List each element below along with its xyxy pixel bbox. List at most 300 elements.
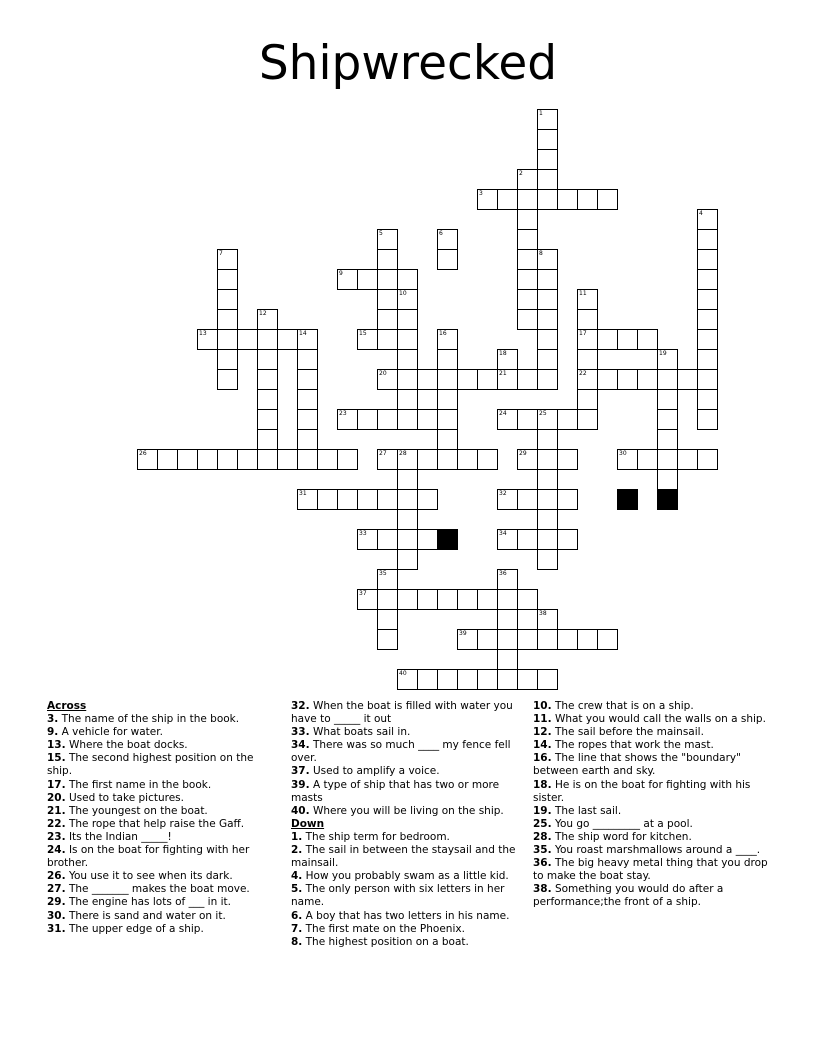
grid-cell[interactable] (337, 449, 358, 470)
grid-cell[interactable] (457, 589, 478, 610)
grid-cell[interactable] (617, 449, 638, 470)
grid-cell[interactable] (437, 229, 458, 250)
grid-cell[interactable] (497, 629, 518, 650)
grid-cell[interactable] (577, 289, 598, 310)
grid-cell[interactable] (517, 409, 538, 430)
clue-item (47, 910, 269, 923)
clue-num: 19. (533, 804, 552, 817)
puzzle-title: Shipwrecked (258, 36, 558, 91)
grid-cell[interactable] (257, 369, 278, 390)
grid-cell[interactable] (497, 569, 518, 590)
grid-cell[interactable] (657, 369, 678, 390)
clue-number: 8 (539, 250, 543, 257)
grid-cell[interactable] (697, 369, 718, 390)
grid-cell[interactable] (537, 669, 558, 690)
grid-cell[interactable] (557, 189, 578, 210)
grid-cell[interactable] (377, 329, 398, 350)
grid-cell[interactable] (297, 329, 318, 350)
grid-cell[interactable] (377, 529, 398, 550)
grid-cell[interactable] (377, 589, 398, 610)
grid-cell[interactable] (697, 329, 718, 350)
grid-cell[interactable] (357, 269, 378, 290)
clue-num: 7. (291, 922, 303, 935)
grid-cell[interactable] (437, 449, 458, 470)
grid-cell[interactable] (437, 329, 458, 350)
clue-text: You go _________ at a pool. (551, 817, 693, 830)
grid-cell[interactable] (657, 349, 678, 370)
clue-num: 14. (533, 739, 552, 752)
grid-cell[interactable] (457, 449, 478, 470)
clue-text: The crew that is on a ship. (551, 700, 694, 712)
grid-cell[interactable] (557, 449, 578, 470)
clue-number: 12 (259, 310, 267, 317)
grid-cell[interactable] (217, 309, 238, 330)
clue-number: 27 (379, 450, 387, 457)
grid-cell[interactable] (537, 329, 558, 350)
grid-cell[interactable] (497, 649, 518, 670)
grid-cell[interactable] (537, 289, 558, 310)
grid-cell[interactable] (297, 409, 318, 430)
grid-cell[interactable] (497, 409, 518, 430)
grid-cell[interactable] (497, 189, 518, 210)
grid-cell[interactable] (517, 249, 538, 270)
grid-cell[interactable] (537, 529, 558, 550)
grid-cell[interactable] (477, 589, 498, 610)
clue-number: 23 (339, 410, 347, 417)
grid-cell[interactable] (617, 329, 638, 350)
grid-cell[interactable] (517, 529, 538, 550)
black-cell (437, 529, 458, 550)
grid-cell[interactable] (537, 509, 558, 530)
clue-item (533, 818, 769, 831)
grid-cell[interactable] (497, 369, 518, 390)
grid-cell[interactable] (537, 309, 558, 330)
grid-cell[interactable] (517, 309, 538, 330)
grid-cell[interactable] (497, 669, 518, 690)
grid-cell[interactable] (217, 269, 238, 290)
clue-number: 35 (379, 570, 387, 577)
clue-item (47, 844, 269, 870)
clue-text: Is on the boat for fighting with her brother. (47, 844, 250, 870)
grid-cell[interactable] (657, 389, 678, 410)
clue-text: The engine has lots of ___ in it. (65, 896, 231, 909)
clue-item (533, 883, 769, 909)
clue-item (47, 818, 269, 831)
grid-cell[interactable] (137, 449, 158, 470)
clue-text: The big heavy metal thing that you drop to make the boat stay. (533, 857, 768, 883)
clue-text: The sail in between the staysail and the mainsail. (291, 844, 516, 870)
grid-cell[interactable] (357, 329, 378, 350)
grid-cell[interactable] (357, 529, 378, 550)
down-header: Down (291, 817, 325, 830)
grid-cell[interactable] (497, 529, 518, 550)
clue-number: 33 (359, 530, 367, 537)
grid-cell[interactable] (557, 409, 578, 430)
clue-num: 2. (291, 844, 303, 857)
grid-cell[interactable] (217, 289, 238, 310)
grid-cell[interactable] (377, 409, 398, 430)
grid-cell[interactable] (597, 629, 618, 650)
grid-cell[interactable] (437, 429, 458, 450)
grid-cell[interactable] (157, 449, 178, 470)
grid-cell[interactable] (377, 449, 398, 470)
clue-item (533, 857, 769, 883)
grid-cell[interactable] (517, 209, 538, 230)
grid-cell[interactable] (437, 409, 458, 430)
grid-cell[interactable] (417, 529, 438, 550)
grid-cell[interactable] (537, 149, 558, 170)
grid-cell[interactable] (197, 329, 218, 350)
clue-number: 16 (439, 330, 447, 337)
grid-cell[interactable] (257, 449, 278, 470)
grid-cell[interactable] (657, 409, 678, 430)
clue-number: 25 (539, 410, 547, 417)
clue-number: 40 (399, 670, 407, 677)
clue-num: 25. (533, 817, 552, 830)
clue-num: 1. (291, 830, 303, 843)
grid-cell[interactable] (217, 369, 238, 390)
grid-cell[interactable] (517, 189, 538, 210)
grid-cell[interactable] (697, 209, 718, 230)
grid-cell[interactable] (377, 369, 398, 390)
grid-cell[interactable] (397, 589, 418, 610)
grid-cell[interactable] (297, 349, 318, 370)
clue-num: 11. (533, 713, 552, 726)
clue-text: The youngest on the boat. (65, 804, 208, 817)
clue-number: 36 (499, 570, 507, 577)
grid-cell[interactable] (397, 529, 418, 550)
grid-cell[interactable] (177, 449, 198, 470)
grid-cell[interactable] (357, 589, 378, 610)
clue-item (47, 831, 269, 844)
clue-item (533, 739, 769, 752)
clue-text: The sail before the mainsail. (551, 726, 704, 739)
grid-cell[interactable] (437, 669, 458, 690)
grid-cell[interactable] (517, 269, 538, 290)
grid-cell[interactable] (297, 389, 318, 410)
grid-cell[interactable] (517, 169, 538, 190)
grid-cell[interactable] (537, 109, 558, 130)
grid-cell[interactable] (537, 409, 558, 430)
clue-item (533, 831, 769, 844)
grid-cell[interactable] (697, 349, 718, 370)
clue-num: 39. (291, 778, 310, 791)
grid-cell[interactable] (497, 609, 518, 630)
grid-cell[interactable] (397, 469, 418, 490)
clue-item (291, 910, 519, 923)
clue-num: 20. (47, 791, 66, 804)
clue-text: The rope that help raise the Gaff. (65, 817, 245, 830)
grid-cell[interactable] (397, 369, 418, 390)
clue-number: 1 (539, 110, 543, 117)
grid-cell[interactable] (277, 329, 298, 350)
clue-item (291, 726, 519, 739)
clue-text: The ship word for kitchen. (551, 830, 692, 843)
clue-num: 4. (291, 870, 303, 883)
grid-cell[interactable] (537, 269, 558, 290)
grid-cell[interactable] (577, 389, 598, 410)
grid-cell[interactable] (537, 549, 558, 570)
grid-cell[interactable] (377, 249, 398, 270)
grid-cell[interactable] (497, 349, 518, 370)
grid-cell[interactable] (257, 429, 278, 450)
grid-cell[interactable] (397, 329, 418, 350)
clue-text: You use it to see when its dark. (65, 870, 233, 883)
grid-cell[interactable] (397, 509, 418, 530)
grid-cell[interactable] (657, 449, 678, 470)
clue-num: 29. (47, 896, 66, 909)
grid-cell[interactable] (537, 369, 558, 390)
grid-cell[interactable] (697, 289, 718, 310)
clue-item (47, 923, 269, 936)
grid-cell[interactable] (217, 349, 238, 370)
grid-cell[interactable] (557, 629, 578, 650)
grid-cell[interactable] (437, 389, 458, 410)
clue-number: 7 (219, 250, 223, 257)
clue-text: The only person with six letters in her name. (291, 883, 505, 909)
grid-cell[interactable] (657, 429, 678, 450)
grid-cell[interactable] (577, 349, 598, 370)
grid-cell[interactable] (637, 329, 658, 350)
grid-cell[interactable] (337, 269, 358, 290)
clue-item (291, 936, 519, 949)
grid-cell[interactable] (397, 349, 418, 370)
grid-cell[interactable] (297, 429, 318, 450)
grid-cell[interactable] (397, 269, 418, 290)
clue-item (291, 805, 519, 818)
grid-cell[interactable] (417, 489, 438, 510)
grid-cell[interactable] (377, 629, 398, 650)
grid-cell[interactable] (437, 589, 458, 610)
grid-cell[interactable] (197, 449, 218, 470)
clue-text: How you probably swam as a little kid. (302, 870, 509, 883)
grid-cell[interactable] (677, 449, 698, 470)
grid-cell[interactable] (377, 609, 398, 630)
grid-cell[interactable] (637, 369, 658, 390)
clue-item (47, 896, 269, 909)
clue-item (291, 844, 519, 870)
grid-cell[interactable] (517, 369, 538, 390)
clue-number: 28 (399, 450, 407, 457)
clue-text: The ropes that work the mast. (551, 739, 714, 752)
clue-item (47, 870, 269, 883)
grid-cell[interactable] (257, 389, 278, 410)
grid-cell[interactable] (477, 369, 498, 390)
grid-cell[interactable] (257, 329, 278, 350)
grid-cell[interactable] (397, 409, 418, 430)
grid-cell[interactable] (557, 489, 578, 510)
clue-num: 38. (533, 883, 552, 896)
grid-cell[interactable] (497, 489, 518, 510)
clue-item (533, 726, 769, 739)
clue-item (291, 831, 519, 844)
grid-cell[interactable] (517, 489, 538, 510)
grid-cell[interactable] (477, 189, 498, 210)
grid-cell[interactable] (477, 669, 498, 690)
clue-text: What boats sail in. (309, 726, 411, 739)
grid-cell[interactable] (317, 489, 338, 510)
clue-number: 39 (459, 630, 467, 637)
grid-cell[interactable] (337, 409, 358, 430)
grid-cell[interactable] (577, 309, 598, 330)
grid-cell[interactable] (397, 489, 418, 510)
grid-cell[interactable] (417, 669, 438, 690)
grid-cell[interactable] (517, 629, 538, 650)
clue-text: A vehicle for water. (58, 726, 163, 739)
grid-cell[interactable] (517, 669, 538, 690)
grid-cell[interactable] (417, 369, 438, 390)
grid-cell[interactable] (257, 309, 278, 330)
grid-cell[interactable] (577, 329, 598, 350)
grid-cell[interactable] (237, 449, 258, 470)
clue-text: Something you would do after a performance;the front of a ship. (533, 883, 724, 909)
grid-cell[interactable] (557, 529, 578, 550)
grid-cell[interactable] (437, 249, 458, 270)
grid-cell[interactable] (257, 409, 278, 430)
clue-num: 23. (47, 830, 66, 843)
grid-cell[interactable] (337, 489, 358, 510)
clue-text: Used to amplify a voice. (309, 765, 440, 778)
grid-cell[interactable] (377, 309, 398, 330)
grid-cell[interactable] (237, 329, 258, 350)
clue-item (291, 779, 519, 805)
grid-cell[interactable] (277, 449, 298, 470)
clue-text: He is on the boat for fighting with his sister. (533, 778, 751, 804)
clue-text: Used to take pictures. (65, 791, 184, 804)
grid-cell[interactable] (537, 349, 558, 370)
grid-cell[interactable] (397, 389, 418, 410)
grid-cell[interactable] (377, 489, 398, 510)
clue-text: The last sail. (551, 804, 622, 817)
grid-cell[interactable] (697, 389, 718, 410)
clue-text: The first name in the book. (65, 778, 212, 791)
clue-num: 5. (291, 883, 303, 896)
grid-cell[interactable] (697, 229, 718, 250)
grid-cell[interactable] (317, 449, 338, 470)
grid-cell[interactable] (697, 449, 718, 470)
clue-num: 12. (533, 726, 552, 739)
grid-cell[interactable] (577, 369, 598, 390)
grid-cell[interactable] (397, 309, 418, 330)
grid-cell[interactable] (537, 169, 558, 190)
grid-cell[interactable] (257, 349, 278, 370)
grid-cell[interactable] (697, 269, 718, 290)
grid-cell[interactable] (297, 449, 318, 470)
grid-cell[interactable] (417, 449, 438, 470)
across-header: Across (47, 700, 87, 712)
grid-cell[interactable] (537, 249, 558, 270)
clue-number: 19 (659, 350, 667, 357)
grid-cell[interactable] (517, 229, 538, 250)
grid-cell[interactable] (377, 289, 398, 310)
clue-number: 5 (379, 230, 383, 237)
grid-cell[interactable] (437, 349, 458, 370)
clue-text: The upper edge of a ship. (65, 922, 204, 935)
grid-cell[interactable] (677, 369, 698, 390)
grid-cell[interactable] (457, 669, 478, 690)
grid-cell[interactable] (517, 289, 538, 310)
grid-cell[interactable] (397, 289, 418, 310)
grid-cell[interactable] (377, 269, 398, 290)
clue-text: The name of the ship in the book. (58, 713, 240, 726)
grid-cell[interactable] (217, 249, 238, 270)
clue-text: The line that shows the "boundary" between earth and sky. (533, 752, 741, 778)
grid-cell[interactable] (537, 629, 558, 650)
grid-cell[interactable] (457, 369, 478, 390)
grid-cell[interactable] (417, 589, 438, 610)
grid-cell[interactable] (497, 589, 518, 610)
clue-num: 35. (533, 844, 552, 857)
grid-cell[interactable] (397, 449, 418, 470)
clue-item (291, 870, 519, 883)
grid-cell[interactable] (537, 489, 558, 510)
grid-cell[interactable] (397, 549, 418, 570)
grid-cell[interactable] (537, 129, 558, 150)
grid-cell[interactable] (377, 569, 398, 590)
grid-cell[interactable] (697, 249, 718, 270)
grid-cell[interactable] (517, 589, 538, 610)
clue-item (533, 779, 769, 805)
clue-item (291, 739, 519, 765)
grid-cell[interactable] (457, 629, 478, 650)
clue-num: 10. (533, 700, 552, 712)
clue-number: 32 (499, 490, 507, 497)
grid-cell[interactable] (417, 409, 438, 430)
grid-cell[interactable] (657, 469, 678, 490)
grid-cell[interactable] (597, 189, 618, 210)
clue-text: There was so much ____ my fence fell over. (291, 739, 511, 765)
grid-cell[interactable] (577, 189, 598, 210)
grid-cell[interactable] (357, 489, 378, 510)
grid-cell[interactable] (597, 369, 618, 390)
grid-cell[interactable] (537, 449, 558, 470)
clue-number: 15 (359, 330, 367, 337)
grid-cell[interactable] (517, 449, 538, 470)
grid-cell[interactable] (537, 429, 558, 450)
grid-cell[interactable] (437, 369, 458, 390)
grid-cell[interactable] (377, 229, 398, 250)
clue-item (47, 805, 269, 818)
clue-number: 10 (399, 290, 407, 297)
grid-cell[interactable] (597, 329, 618, 350)
grid-cell[interactable] (297, 369, 318, 390)
grid-cell[interactable] (697, 409, 718, 430)
clue-number: 17 (579, 330, 587, 337)
grid-cell[interactable] (477, 449, 498, 470)
grid-cell[interactable] (217, 329, 238, 350)
grid-cell[interactable] (617, 369, 638, 390)
grid-cell[interactable] (537, 469, 558, 490)
grid-cell[interactable] (577, 409, 598, 430)
clue-item (47, 883, 269, 896)
grid-cell[interactable] (537, 189, 558, 210)
grid-cell[interactable] (297, 489, 318, 510)
clue-num: 31. (47, 922, 66, 935)
clue-item (47, 792, 269, 805)
clue-number: 38 (539, 610, 547, 617)
grid-cell[interactable] (357, 409, 378, 430)
grid-cell[interactable] (577, 629, 598, 650)
grid-cell[interactable] (637, 449, 658, 470)
clue-item (533, 700, 769, 713)
grid-cell[interactable] (397, 669, 418, 690)
grid-cell[interactable] (477, 629, 498, 650)
clue-num: 24. (47, 844, 66, 857)
grid-cell[interactable] (217, 449, 238, 470)
grid-cell[interactable] (697, 309, 718, 330)
grid-cell[interactable] (537, 609, 558, 630)
clue-item (291, 765, 519, 778)
